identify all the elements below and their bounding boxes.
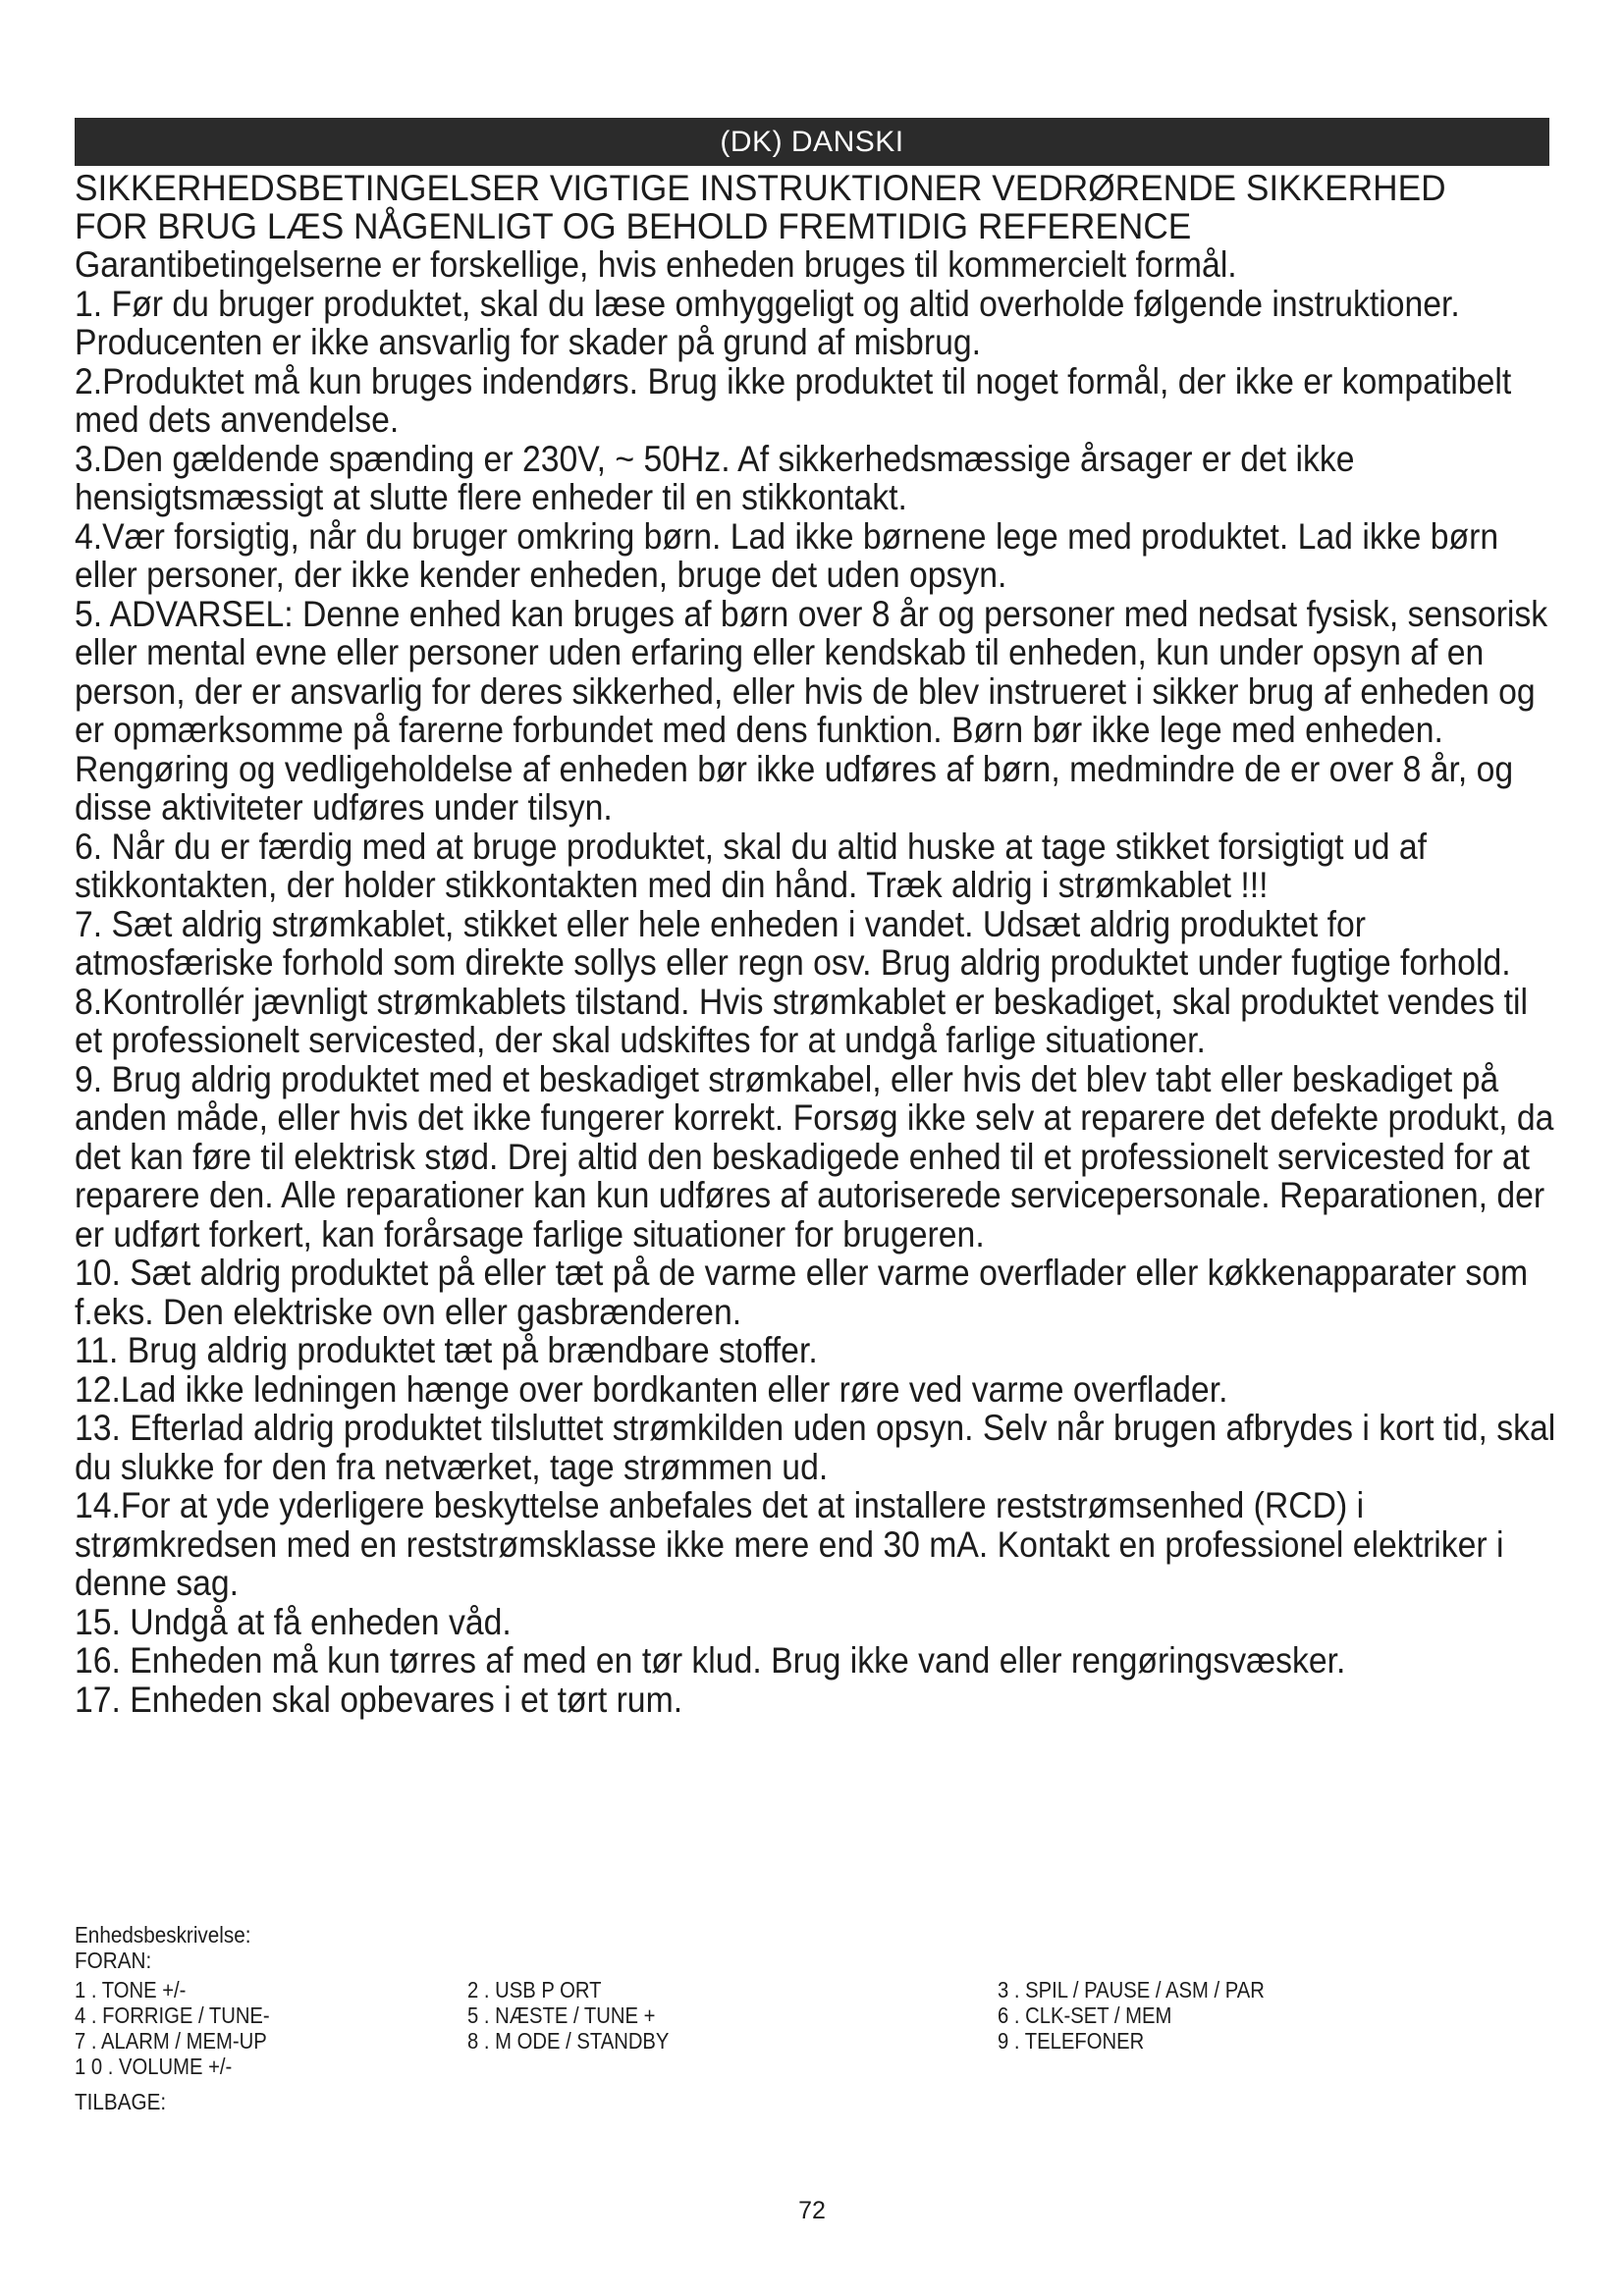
control-item: 9 . TELEFONER	[998, 2028, 1145, 2054]
safety-item-16: 16. Enheden må kun tørres af med en tør klud. Brug ikke vand eller rengøringsvæsker.	[75, 1639, 1346, 1681]
control-item: 1 . TONE +/-	[75, 1977, 187, 2002]
controls-row	[75, 2054, 1547, 2079]
device-description-header	[75, 1922, 1547, 1973]
control-item: 8 . M ODE / STANDBY	[467, 2028, 670, 2054]
safety-item-15: 15. Undgå at få enheden våd.	[75, 1600, 512, 1642]
safety-item-10: 10. Sæt aldrig produktet på eller tæt på de varme eller varme overflader eller køkkenapparater som f.eks. Den elektriske ovn eller gasbrænderen.	[75, 1252, 1529, 1332]
control-item: 3 . SPIL / PAUSE / ASM / PAR	[998, 1977, 1265, 2002]
safety-item-8: 8.Kontrollér jævnligt strømkablets tilstand. Hvis strømkablet er beskadiget, skal produktet vendes til et professionelt servicested, der skal udskiftes for at undgå farlige situationer.	[75, 980, 1528, 1060]
controls-row	[75, 2002, 1547, 2028]
control-item: 4 . FORRIGE / TUNE-	[75, 2002, 270, 2028]
front-label: FORAN:	[75, 1948, 152, 1973]
safety-item-1: 1. Før du bruger produktet, skal du læse omhyggeligt og altid overholde følgende instruktioner. Producenten er ikke ansvarlig for skader på grund af misbrug.	[75, 282, 1460, 362]
safety-section	[75, 169, 1557, 1719]
safety-item-5: 5. ADVARSEL: Denne enhed kan bruges af børn over 8 år og personer med nedsat fysisk, sensorisk eller mental evne eller personer uden erfaring eller kendskab til enheden, kun under opsyn af en person, der er ansvarlig for deres sikkerhed, eller hvis de blev instrueret i sikker brug af enheden og er opmærksomme på farerne forbundet med dens funktion. Børn bør ikke lege med enheden. Rengøring og vedligeholdelse af enheden bør ikke udføres af børn, medmindre de er over 8 år, og disse aktiviteter udføres under tilsyn.	[75, 592, 1548, 828]
safety-item-7: 7. Sæt aldrig strømkablet, stikket eller hele enheden i vandet. Udsæt aldrig produktet for atmosfæriske forhold som direkte sollys eller regn osv. Brug aldrig produktet under fugtige forhold.	[75, 902, 1511, 983]
safety-heading-line-2: FOR BRUG LÆS NÅGENLIGT OG BEHOLD FREMTIDIG REFERENCE	[75, 205, 1192, 246]
safety-item-17: 17. Enheden skal opbevares i et tørt rum.	[75, 1678, 683, 1720]
control-item: 5 . NÆSTE / TUNE +	[467, 2002, 656, 2028]
front-controls-list	[75, 1977, 1547, 2079]
safety-item-9: 9. Brug aldrig produktet med et beskadiget strømkabel, eller hvis det blev tabt eller beskadiget på anden måde, eller hvis det ikke fungerer korrekt. Forsøg ikke selv at reparere det defekte produkt, da det kan føre til elektrisk stød. Drej altid den beskadigede enhed til et professionelt servicested for at reparere den. Alle reparationer kan kun udføres af autoriserede servicepersonale. Reparationen, der er udført forkert, kan forårsage farlige situationer for brugeren.	[75, 1057, 1554, 1255]
control-item: 7 . ALARM / MEM-UP	[75, 2028, 267, 2054]
safety-item-14: 14.For at yde yderligere beskyttelse anbefales det at installere reststrømsenhed (RCD) i strømkredsen med en reststrømsklasse ikke mere end 30 mA. Kontakt en professionel elektriker i denne sag.	[75, 1484, 1504, 1603]
controls-row	[75, 1977, 1547, 2002]
back-label: TILBAGE:	[75, 2089, 167, 2114]
language-label: (DK) DANSKI	[720, 126, 904, 158]
safety-item-2: 2.Produktet må kun bruges indendørs. Brug ikke produktet til noget formål, der ikke er kompatibelt med dets anvendelse.	[75, 359, 1512, 440]
language-header-bar	[75, 118, 1549, 166]
controls-row	[75, 2028, 1547, 2054]
safety-item-6: 6. Når du er færdig med at bruge produktet, skal du altid huske at tage stikket forsigtigt ud af stikkontakten, der holder stikkontakten med din hånd. Træk aldrig i strømkablet !!!	[75, 825, 1427, 905]
safety-heading-line-1: SIKKERHEDSBETINGELSER VIGTIGE INSTRUKTIONER VEDRØRENDE SIKKERHED	[75, 167, 1446, 208]
control-item: 2 . USB P ORT	[467, 1977, 602, 2002]
safety-item-13: 13. Efterlad aldrig produktet tilsluttet strømkilden uden opsyn. Selv når brugen afbrydes i kort tid, skal du slukke for den fra netværket, tage strømmen ud.	[75, 1407, 1556, 1487]
page-number: 72	[798, 2197, 826, 2224]
safety-item-11: 11. Brug aldrig produktet tæt på brændbare stoffer.	[75, 1329, 818, 1370]
safety-item-4: 4.Vær forsigtig, når du bruger omkring børn. Lad ikke børnene lege med produktet. Lad ikke børn eller personer, der ikke kender enheden, bruge det uden opsyn.	[75, 514, 1499, 595]
safety-intro: Garantibetingelserne er forskellige, hvis enheden bruges til kommercielt formål.	[75, 243, 1237, 285]
device-description-title: Enhedsbeskrivelse:	[75, 1922, 251, 1948]
safety-item-12: 12.Lad ikke ledningen hænge over bordkanten eller røre ved varme overflader.	[75, 1367, 1228, 1410]
safety-item-3: 3.Den gældende spænding er 230V, ~ 50Hz. Af sikkerhedsmæssige årsager er det ikke hensigtsmæssigt at slutte flere enheder til en stikkontakt.	[75, 437, 1355, 517]
control-item: 6 . CLK-SET / MEM	[998, 2002, 1172, 2028]
control-item: 1 0 . VOLUME +/-	[75, 2054, 233, 2079]
